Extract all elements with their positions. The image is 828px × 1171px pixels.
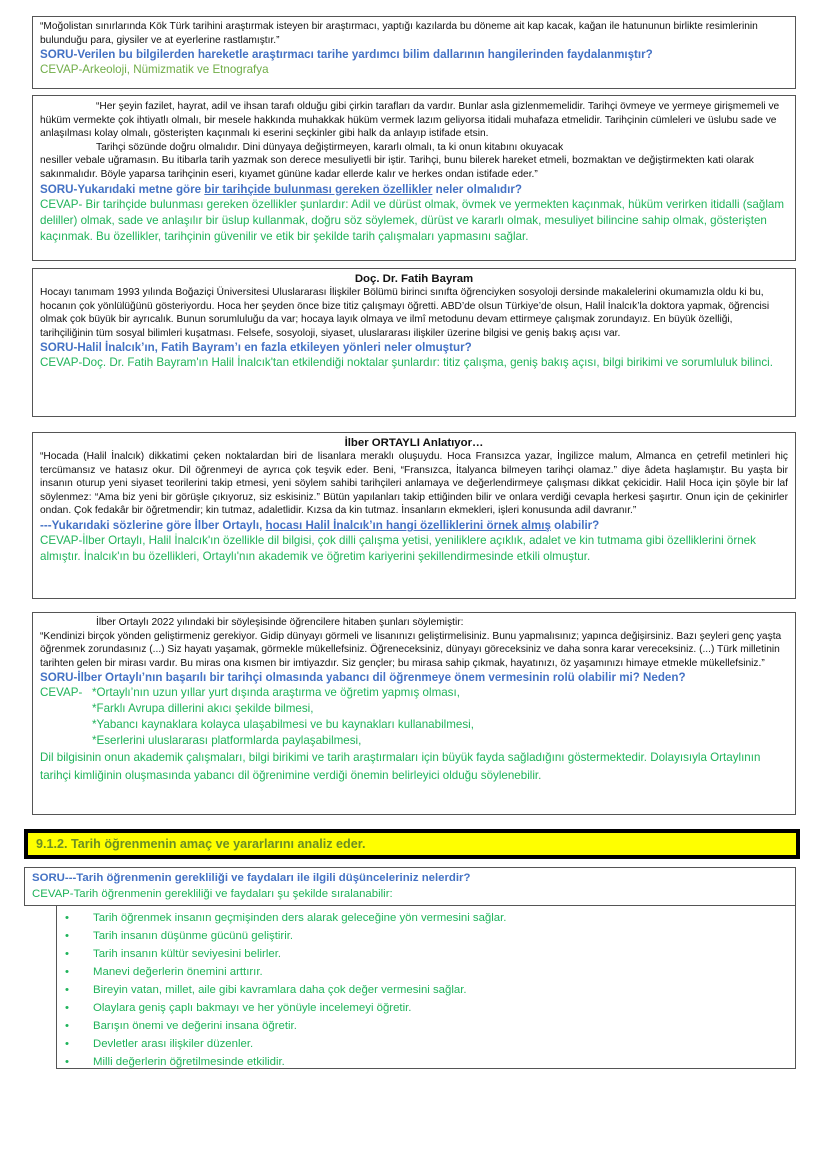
bullet-icon: •: [65, 930, 69, 942]
question-text: [40, 518, 788, 533]
intro-text: İlber Ortaylı 2022 yılındaki bir söyleşisinde öğrencilere hitaben şunları söylemiştir:: [96, 617, 464, 628]
list-item: [57, 1053, 795, 1071]
question-prefix: ---Yukarıdaki sözlerine göre İlber Ortaylı,: [40, 518, 266, 532]
bullet-icon: •: [65, 1002, 69, 1014]
source-paragraph-1: “Her şeyin fazilet, hayrat, adil ve ihsan tarafı olduğu gibi çirkin tarafları da vardır. Bunlar asla gizlenmemelidir. Tarihçi övmeye ve yermeye girişmemeli ve hüküm vermekte çok ihtiyatlı olmalı, bir mesele hakkında muhakkak hüküm vermek lazım geliyorsa itidali muhafaza etmelidir. Tarihçinin cümleleri ve üslubu sade ve anlaşılması kolay olmalı, gösterişten kaçınmalı ki eserini seçkinler gibi halk da anlayıp istifade etsin.: [40, 101, 780, 140]
answer-text: CEVAP-Arkeoloji, Nümizmatik ve Etnografya: [40, 63, 269, 77]
list-item-text: Bireyin vatan, millet, aile gibi kavramlara daha çok değer vermesini sağlar.: [93, 984, 467, 996]
question-box-5: [32, 612, 796, 815]
list-item-text: Barışın önemi ve değerini insana öğretir.: [93, 1020, 297, 1032]
source-quote: “Kendinizi birçok yönden geliştirmeniz gerekiyor. Gidip dünyayı görmeli ve lisanınızı geliştirmelisiniz. Bunu yapmalısınız; yapınca değişirsiniz. Bazı şeyleri genç yaşta öğrenmek zorundasınız (...) Siz hayatı yaşamak, görmekle mükellefsiniz. Öğreneceksiniz, dünyayı göreceksiniz ve daha sonra karar vereceksiniz. (...) Türk milletinin tarihten gelen bir mirası vardır. Bu miras ona kısmen bir imtiyazdır. Siz gençler; bu mirasa sahip çıkmak, hayatınızı, öz yaşamınızı himaye etmekle mükellefsiniz.”: [40, 630, 782, 669]
question-suffix: olabilir?: [550, 518, 600, 532]
answer-text: CEVAP-Tarih öğrenmenin gerekliliği ve faydaları şu şekilde sıralanabilir:: [32, 888, 393, 900]
bullet-icon: •: [65, 948, 69, 960]
box-title: Doç. Dr. Fatih Bayram: [354, 273, 474, 285]
answer-text: CEVAP- Bir tarihçide bulunması gereken özellikler şunlardır: Adil ve dürüst olmak, övmek ve yermekten kaçınmak, hüküm verirken itidalli (sağlam deliller) olmak, sade ve anlaşılır bir üslup kullanmak, doğru söz söylemek, dürüst ve kararlı olmak, mesuliyet bilincine sahip olmak, gösterişten kaçınmak. Bu özellikler, tarihçinin güvenilir ve etik bir şekilde tarih çalışmaları yapmasını sağlar.: [40, 197, 785, 243]
list-item: [57, 1035, 795, 1053]
list-item: [57, 927, 795, 945]
list-item: [57, 981, 795, 999]
list-item-text: Milli değerlerin öğretilmesinde etkilidir.: [93, 1056, 285, 1068]
bullet-icon: •: [65, 1020, 69, 1032]
question-text: SORU-Verilen bu bilgilerden hareketle araştırmacı tarihe yardımcı bilim dallarının hangilerinden faydalanmıştır?: [40, 48, 653, 62]
question-text: SORU-İlber Ortaylı’nın başarılı bir tarihçi olmasında yabancı dil öğrenmeye önem vermesinin rolü olabilir mi? Neden?: [40, 671, 686, 685]
answer-text: CEVAP-İlber Ortaylı, Halil İnalcık'ın özellikle dil bilgisi, çok dilli çalışma yetisi, yeniliklere açıklık, adalet ve kin tutmama gibi özelliklerini örnek almıştır. İnalcık'ın bu özellikleri, Ortaylı'nın akademik ve öğretim kariyerini şekillendirmesinde etkili olmuştur.: [40, 533, 756, 563]
question-box-2: [32, 95, 796, 261]
list-item-text: Tarih insanın düşünme gücünü geliştirir.: [93, 930, 294, 942]
question-text: [40, 182, 788, 197]
bullet-icon: •: [65, 912, 69, 924]
box-title: İlber ORTAYLI Anlatıyor…: [344, 437, 484, 449]
bullet-icon: •: [65, 984, 69, 996]
answer-point: *Farklı Avrupa dillerini akıcı şekilde bilmesi,: [92, 702, 314, 716]
benefits-list: [57, 909, 795, 1071]
answer-label: CEVAP-: [40, 686, 83, 700]
bullet-icon: •: [65, 1056, 69, 1068]
list-item: [57, 1017, 795, 1035]
answer-point: *Yabancı kaynaklara kolayca ulaşabilmesi ve bu kaynakları kullanabilmesi,: [92, 718, 474, 732]
list-item: [57, 963, 795, 981]
benefits-list-box: [56, 905, 796, 1069]
answer-text: CEVAP-Doç. Dr. Fatih Bayram'ın Halil İnalcık'tan etkilendiği noktalar şunlardır: titiz çalışma, geniş bakış açısı, bilgi birikimi ve sorumluluk bilinci.: [40, 356, 773, 370]
section-heading: 9.1.2. Tarih öğrenmenin amaç ve yararlarını analiz eder.: [24, 829, 800, 859]
source-paragraph-2b: nesiller vebale uğramasın. Bu itibarla tarih yazmak son derece mesuliyetli bir iştir. Tarihçi, bunu bilerek hareket etmeli, bozmaktan ve değiştirmekten kati olarak sakınmalıdır. Böyle yaparsa tarihçinin eseri, kıyamet gününe kadar ellerde kalır ve herkes ondan istifade eder.”: [40, 155, 754, 180]
answer-block: [40, 685, 788, 785]
question-underlined: hocası Halil İnalcık’ın hangi özelliklerini örnek almış: [265, 518, 551, 532]
question-box-3: [32, 268, 796, 417]
question-box-1: [32, 16, 796, 89]
answer-point: *Eserlerini uluslararası platformlarda paylaşabilmesi,: [92, 734, 362, 748]
list-item: [57, 945, 795, 963]
list-item: [57, 909, 795, 927]
list-item-text: Devletler arası ilişkiler düzenler.: [93, 1038, 254, 1050]
list-item-text: Tarih öğrenmek insanın geçmişinden ders alarak geleceğine yön vermesini sağlar.: [93, 912, 507, 924]
list-item-text: Tarih insanın kültür seviyesini belirler.: [93, 948, 282, 960]
source-quote: “Moğolistan sınırlarında Kök Türk tarihini araştırmak isteyen bir araştırmacı, yaptığı kazılarda bu döneme ait kap kacak, kağan ile hatununun birlikte resimlerinin bulunduğu para, giysiler ve at eyerlerine rastlamıştır.”: [40, 21, 758, 46]
question-text: SORU-Halil İnalcık’ın, Fatih Bayram’ı en fazla etkileyen yönleri neler olmuştur?: [40, 341, 472, 355]
list-item: [57, 999, 795, 1017]
question-prefix: SORU-Yukarıdaki metne göre: [40, 182, 205, 196]
question-underlined: bir tarihçide bulunması gereken özellikler: [204, 182, 433, 196]
question-text: SORU---Tarih öğrenmenin gerekliliği ve faydaları ile ilgili düşünceleriniz nelerdir?: [32, 872, 471, 884]
question-suffix: neler olmalıdır?: [432, 182, 522, 196]
list-item-text: Manevi değerlerin önemini arttırır.: [93, 966, 263, 978]
question-box-4: [32, 432, 796, 599]
bullet-icon: •: [65, 966, 69, 978]
answer-conclusion: Dil bilgisinin onun akademik çalışmaları, bilgi birikimi ve tarih araştırmaları için büyük fayda sağladığını göstermektedir. Dolayısıyla Ortaylının tarihçi kimliğinin oluşmasında yabancı dil öğrenimine verdiği önemin belirleyici olduğu söylenebilir.: [40, 751, 761, 783]
answer-point: *Ortaylı’nın uzun yıllar yurt dışında araştırma ve öğretim yapmış olması,: [92, 686, 460, 700]
source-text: “Hocada (Halil İnalcık) dikkatimi çeken noktalardan biri de lisanlara meraklı oluşuydu. Hoca Fransızca yazar, İngilizce malum, Almanca en çetrefil metinleri hiç tercümansız ve hatasız okur. Dil öğrenmeyi de ayrıca çok teşvik eder. Beni, “Fransızca, İtalyanca bilmeyen tarihçi olamaz.” diye âdeta haşlamıştır. Bu yaşta bir insanın oturup yeni siyaset teorilerini takip etmesi, yeni söylem sahibi tarihçileri anlamaya ve değerlendirmeye çalışması dikkat çekicidir. Halil Hoca için şöyle bir laf söylenmez: “Ama biz yeni bir görüşle çıkıyoruz, siz eskisiniz.” Bütün yapılanları takip ettiğinden bilir ve onlara verdiği cevapla herkesi şaşırtır. Onun için de çekinirler ondan. Çok fedakâr bir öğretmendir; kin tutmaz, adaletlidir. Kızsa da kin tutmaz. İnsanların ekmekleri, işleri konusunda adil davranır.”: [40, 451, 788, 517]
source-paragraph-2a: Tarihçi sözünde doğru olmalıdır. Dini dünyaya değiştirmeyen, kararlı olmalı, ta ki onun kitabını okuyacak: [96, 141, 564, 153]
bullet-icon: •: [65, 1038, 69, 1050]
list-item-text: Olaylara geniş çaplı bakmayı ve her yönüyle incelemeyi öğretir.: [93, 1002, 412, 1014]
source-text: Hocayı tanımam 1993 yılında Boğaziçi Üniversitesi Uluslararası İlişkiler Bölümü birinci sınıfta öğrenciyken sosyoloji dersinde makalelerini okumamızla oldu ki bu, hocanın çok yönlülüğünü gösteriyordu. Hoca her şeyden önce bize titiz çalışmayı öğretti. ABD’de olsun Türkiye’de olsun, Halil İnalcık’la doktora yapmak, öğrencisi olmak çok büyük bir ayrıcalık. Bunun sorumluluğu da var; hocaya layık olmaya ve ilmî metodunu devam ettirmeye çalışmak zorundayız. En büyük özelliği, tarihçiliğinin tüm sosyal bilimleri kuşatması. Felsefe, sosyoloji, siyaset, uluslararası ilişkiler üzerine bilgisi ve geniş bakış açısı var.: [40, 287, 770, 339]
section-question-box: [24, 867, 796, 906]
